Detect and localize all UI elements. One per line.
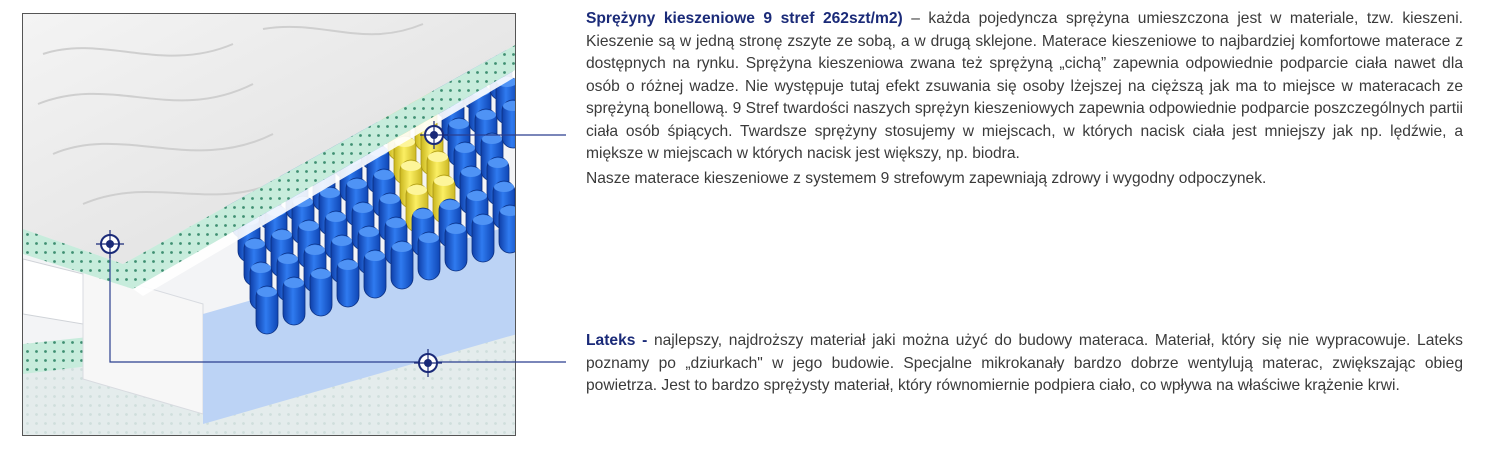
springs-summary: Nasze materace kieszeniowe z systemem 9 strefowym zapewniają zdrowy i wygodny odpoczynek.	[586, 169, 1267, 187]
springs-body: – każda pojedyncza sprężyna umieszczona jest w materiale, tzw. kieszeni. Kieszenie są w jedną stronę zszyte ze sobą, a w drugą sklejone. Materace kieszeniowe to najbardziej komfortowe materace z dostępnych na rynku. Sprężyna kieszeniowa zwana też sprężyną „cichą” zapewnia odpowiednie podparcie ciała nawet dla osób o różnej wadze. Nie występuje tutaj efekt zsuwania się osoby lżejszej na cięższą jak ma to miejsce w materacach ze sprężyną bonellową. 9 Stref twardości naszych sprężyn kieszeniowych zapewnia odpowiednie podparcie poszczególnych partii ciała osób śpiących. Twardsze sprężyny stosujemy w miejscach, w których nacisk ciała jest mniejszy jak np. lędźwie, a miększe w miejscach w których nacisk jest większy, np. biodra.	[586, 10, 1463, 162]
latex-top-target-marker-icon	[96, 230, 124, 258]
latex-heading: Lateks -	[586, 332, 654, 349]
springs-heading: Sprężyny kieszeniowe 9 stref 262szt/m2)	[586, 10, 903, 27]
springs-target-marker-icon	[420, 121, 448, 149]
springs-description	[586, 8, 1463, 190]
springs-paragraph	[586, 8, 1463, 166]
latex-bottom-target-marker-icon	[414, 349, 442, 377]
latex-description	[586, 330, 1463, 398]
latex-body: najlepszy, najdroższy materiał jaki można użyć do budowy materaca. Materiał, który się nie wypracowuje. Lateks poznamy po „dziurkach" w jego budowie. Specjalne mikrokanały bardzo dobrze wentylują materac, zwiększając obieg powietrza. Jest to bardzo sprężysty materiał, który równomiernie podpiera ciało, co wpływa na właściwe krążenie krwi.	[586, 332, 1463, 394]
latex-paragraph	[586, 330, 1463, 398]
